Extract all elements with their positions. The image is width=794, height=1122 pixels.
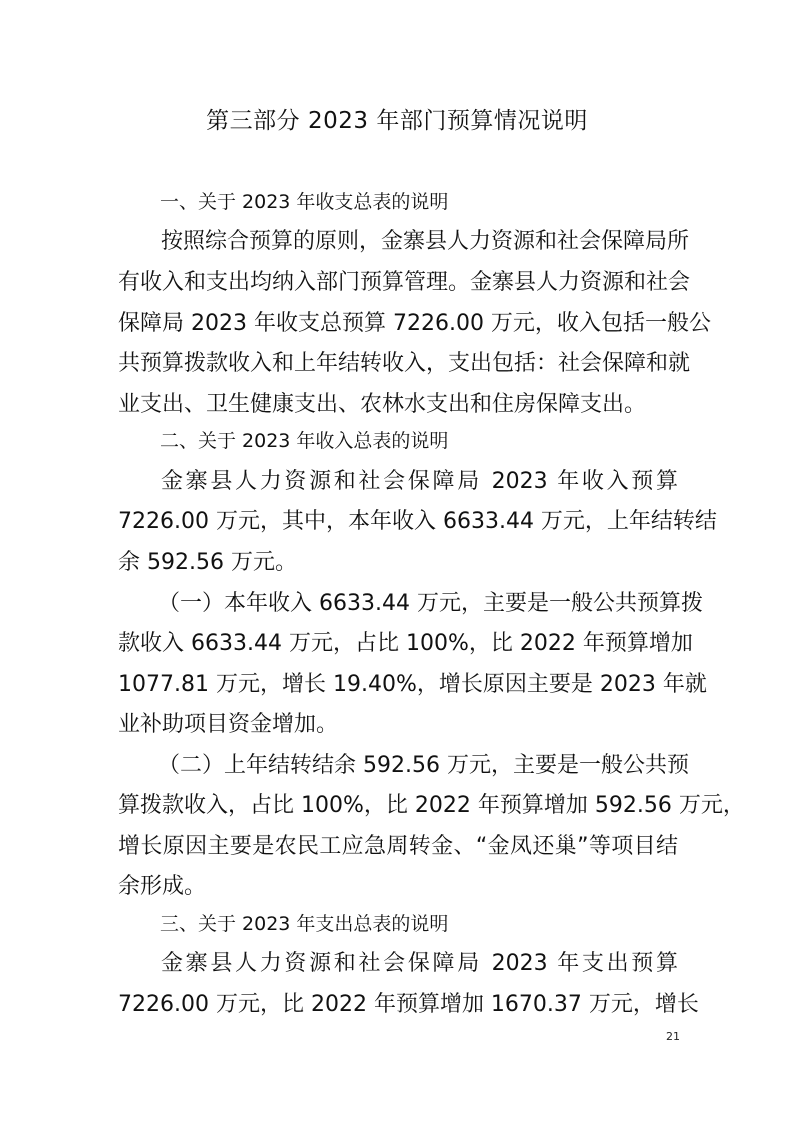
paragraph-line: 增长原因主要是农民工应急周转金、“金凤还巢”等项目结 [118,834,678,859]
paragraph-line: 业支出、卫生健康支出、农林水支出和住房保障支出。 [118,392,647,417]
section-heading-2: 二、关于 2023 年收入总表的说明 [160,430,449,452]
paragraph-line: 保障局 2023 年收支总预算 7226.00 万元，收入包括一般公 [118,311,711,336]
paragraph-line: 业补助项目资金增加。 [118,712,339,737]
paragraph-line: 余 592.56 万元。 [118,550,297,575]
page-title: 第三部分 2023 年部门预算情况说明 [206,108,588,134]
paragraph-line: 1077.81 万元，增长 19.40%，增长原因主要是 2023 年就 [118,672,707,697]
paragraph-line: 金寨县人力资源和社会保障局 2023 年支出预算 [161,951,678,976]
paragraph-line: 共预算拨款收入和上年结转收入，支出包括：社会保障和就 [118,351,691,376]
section-heading-3: 三、关于 2023 年支出总表的说明 [160,913,449,935]
paragraph-line: 有收入和支出均纳入部门预算管理。金寨县人力资源和社会 [118,270,691,295]
paragraph-line: 余形成。 [118,874,207,899]
paragraph-line: 按照综合预算的原则，金寨县人力资源和社会保障局所 [161,229,690,254]
paragraph-line: 款收入 6633.44 万元，占比 100%，比 2022 年预算增加 [118,631,693,656]
paragraph-line: 7226.00 万元，其中，本年收入 6633.44 万元，上年结转结 [118,509,717,534]
paragraph-line: （一）本年收入 6633.44 万元，主要是一般公共预算拨 [158,591,703,616]
paragraph-line: 7226.00 万元，比 2022 年预算增加 1670.37 万元，增长 [118,992,699,1017]
paragraph-line: 算拨款收入，占比 100%，比 2022 年预算增加 592.56 万元， [118,793,745,818]
paragraph-line: （二）上年结转结余 592.56 万元，主要是一般公共预 [158,753,689,778]
paragraph-line: 金寨县人力资源和社会保障局 2023 年收入预算 [161,469,678,494]
page-number: 21 [666,1030,680,1043]
section-heading-1: 一、关于 2023 年收支总表的说明 [160,191,449,213]
